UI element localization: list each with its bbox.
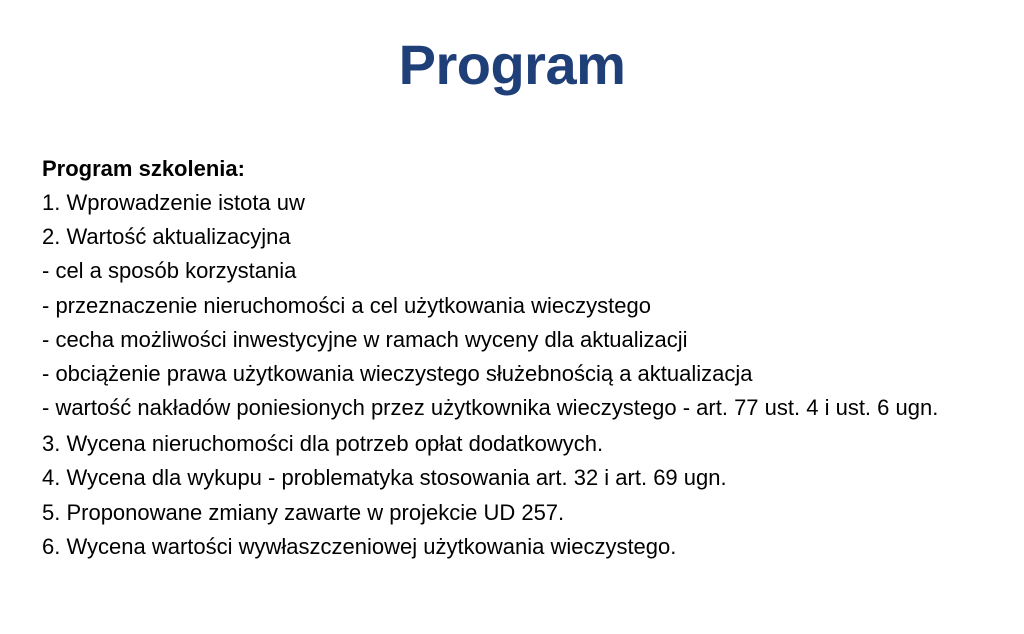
program-content — [42, 152, 982, 564]
list-item: 2. Wartość aktualizacyjna — [42, 224, 291, 250]
slide-title: Program — [398, 33, 626, 96]
list-item: - przeznaczenie nieruchomości a cel użytkowania wieczystego — [42, 292, 651, 318]
list-item: 1. Wprowadzenie istota uw — [42, 190, 305, 215]
list-item: - cecha możliwości inwestycyjne w ramach wyceny dla aktualizacji — [42, 326, 688, 352]
program-heading: Program szkolenia: — [42, 156, 245, 181]
list-item: - obciążenie prawa użytkowania wieczystego służebnością a aktualizacja — [42, 361, 753, 387]
list-item: 6. Wycena wartości wywłaszczeniowej użytkowania wieczystego. — [42, 533, 677, 559]
list-item: 3. Wycena nieruchomości dla potrzeb opłat dodatkowych. — [42, 431, 604, 457]
list-item: 4. Wycena dla wykupu - problematyka stosowania art. 32 i art. 69 ugn. — [42, 465, 727, 491]
list-item: 5. Proponowane zmiany zawarte w projekcie UD 257. — [42, 499, 565, 525]
list-item: - cel a sposób korzystania — [42, 258, 297, 284]
list-item: - wartość nakładów poniesionych przez użytkownika wieczystego - art. 77 ust. 4 i ust. 6 ugn. — [42, 395, 939, 421]
